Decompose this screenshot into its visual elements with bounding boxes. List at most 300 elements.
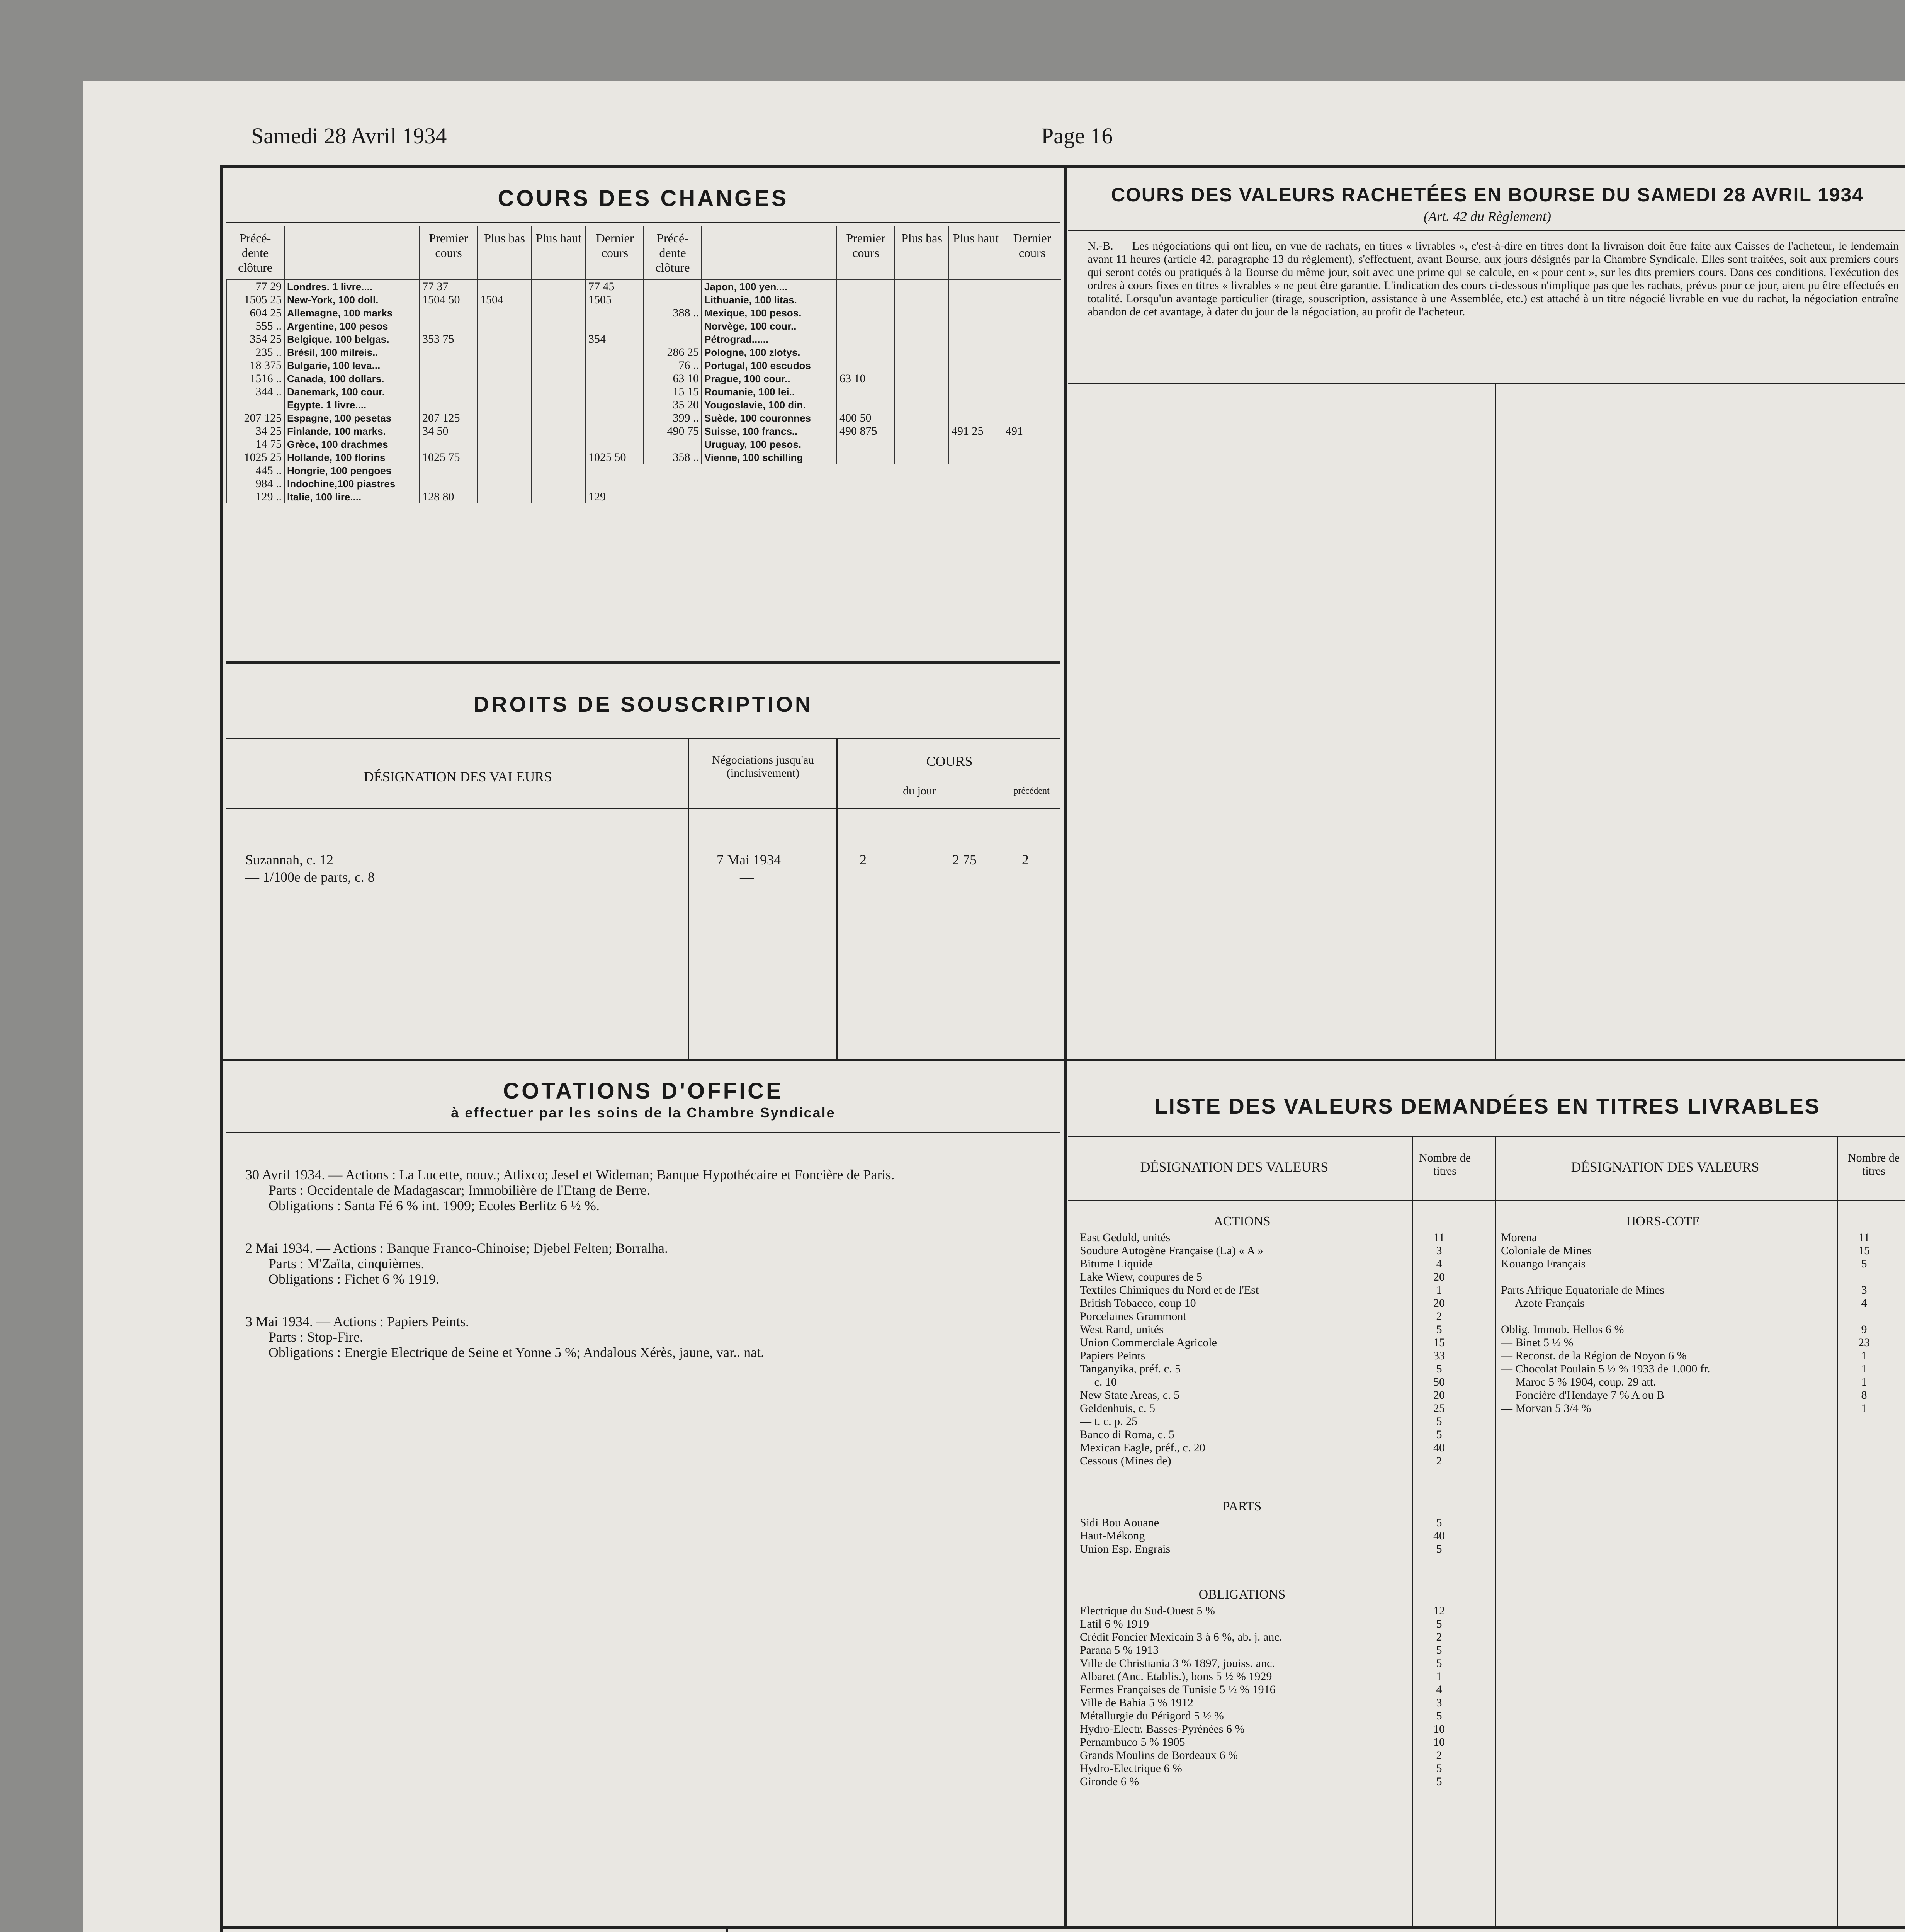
droits-row-1-jour-last: 2 75 — [952, 852, 977, 867]
list-item-name: Métallurgie du Périgord 5 ½ % — [1080, 1709, 1224, 1722]
list-item-name: Gironde 6 % — [1080, 1775, 1139, 1788]
currency-cell: Bulgarie, 100 leva... — [284, 359, 420, 372]
dernier-cell — [1003, 398, 1061, 412]
haut-cell — [949, 280, 1003, 293]
premier-cell — [837, 359, 895, 372]
dernier-cell: 77 45 — [586, 280, 644, 293]
bas-cell — [895, 306, 949, 320]
list-item — [1080, 1349, 1489, 1362]
dernier-cell — [586, 306, 644, 320]
premier-cell: 34 50 — [420, 425, 478, 438]
droits-col-designation: DÉSIGNATION DES VALEURS — [364, 769, 552, 784]
list-item-count: 3 — [1436, 1244, 1442, 1257]
livrables-left-list — [1080, 1209, 1489, 1815]
cotation-oblig: Obligations : Fichet 6 % 1919. — [269, 1271, 439, 1287]
table-row — [226, 438, 644, 451]
premier-cell — [420, 320, 478, 333]
list-item-count: 2 — [1436, 1454, 1442, 1467]
list-item-count: 40 — [1433, 1441, 1445, 1454]
list-item-name: Electrique du Sud-Ouest 5 % — [1080, 1604, 1215, 1617]
list-item-count: 20 — [1433, 1389, 1445, 1401]
list-item — [1501, 1349, 1903, 1362]
premier-cell — [420, 464, 478, 477]
list-item — [1080, 1441, 1489, 1454]
prev-cell: 555 .. — [226, 320, 284, 333]
currency-cell: Roumanie, 100 lei.. — [702, 385, 837, 398]
cotation-actions: Banque Franco-Chinoise; Djebel Felten; Borralha. — [387, 1240, 668, 1256]
prev-cell: 14 75 — [226, 438, 284, 451]
list-item-name: Haut-Mékong — [1080, 1529, 1145, 1542]
list-item-name: Soudure Autogène Française (La) « A » — [1080, 1244, 1263, 1257]
list-item-name: — c. 10 — [1080, 1376, 1117, 1388]
table-row — [226, 320, 644, 333]
table-row — [644, 398, 1061, 412]
dernier-cell — [1003, 333, 1061, 346]
currency-cell: Indochine,100 piastres — [284, 477, 420, 490]
premier-cell — [837, 293, 895, 306]
haut-cell — [949, 398, 1003, 412]
list-item-name: Lake Wiew, coupures de 5 — [1080, 1270, 1203, 1283]
droits-col-cours: COURS — [926, 753, 973, 769]
list-item-count: 5 — [1436, 1428, 1442, 1441]
list-item-count: 5 — [1436, 1762, 1442, 1775]
haut-cell — [532, 333, 586, 346]
prev-cell: 388 .. — [644, 306, 702, 320]
table-row — [226, 280, 644, 293]
mid-rule-2 — [220, 1926, 1905, 1929]
haut-cell — [949, 385, 1003, 398]
livrables-section-label: OBLIGATIONS — [1198, 1587, 1286, 1602]
list-item — [1080, 1231, 1489, 1244]
list-item-count: 15 — [1858, 1244, 1870, 1257]
list-item-count: 5 — [1436, 1543, 1442, 1555]
bas-cell — [478, 359, 532, 372]
premier-cell: 490 875 — [837, 425, 895, 438]
droits-col-du-jour: du jour — [903, 784, 936, 797]
premier-cell — [837, 306, 895, 320]
list-item — [1080, 1336, 1489, 1349]
page-number: Page 16 — [1041, 123, 1113, 148]
list-item-name: Ville de Bahia 5 % 1912 — [1080, 1696, 1193, 1709]
currency-cell: Norvège, 100 cour.. — [702, 320, 837, 333]
cotation-actions-line — [245, 1240, 1053, 1256]
prev-cell: 129 .. — [226, 490, 284, 503]
list-item-count: 11 — [1858, 1231, 1870, 1244]
bas-cell — [478, 280, 532, 293]
dernier-cell — [1003, 412, 1061, 425]
list-item-name: Parana 5 % 1913 — [1080, 1644, 1159, 1656]
list-item — [1080, 1257, 1489, 1270]
prev-cell: 445 .. — [226, 464, 284, 477]
prev-cell: 984 .. — [226, 477, 284, 490]
livrables-section-label: HORS-COTE — [1626, 1214, 1700, 1228]
prev-cell: 1516 .. — [226, 372, 284, 385]
list-item — [1080, 1749, 1489, 1762]
bas-cell — [478, 333, 532, 346]
list-item — [1080, 1297, 1489, 1310]
list-item-name: Cessous (Mines de) — [1080, 1454, 1171, 1467]
list-item — [1080, 1657, 1489, 1670]
prev-cell: 18 375 — [226, 359, 284, 372]
list-item — [1080, 1415, 1489, 1428]
haut-cell — [532, 372, 586, 385]
section-gap — [1501, 1415, 1903, 1442]
list-item-name: Hydro-Electrique 6 % — [1080, 1762, 1182, 1775]
haut-cell — [532, 438, 586, 451]
list-item-count: 50 — [1433, 1376, 1445, 1388]
dernier-cell: 129 — [586, 490, 644, 503]
table-row — [226, 490, 644, 503]
list-item-name: Latil 6 % 1919 — [1080, 1617, 1149, 1630]
col-premier: Premier cours — [837, 226, 895, 280]
haut-cell — [532, 464, 586, 477]
prev-cell: 15 15 — [644, 385, 702, 398]
cotation-parts: Parts : Stop-Fire. — [269, 1329, 364, 1345]
cotation-lead: 3 Mai 1934. — Actions : — [245, 1314, 387, 1329]
table-row — [226, 464, 644, 477]
list-item-count: 5 — [1436, 1775, 1442, 1788]
list-item-name: — Chocolat Poulain 5 ½ % 1933 de 1.000 fr. — [1501, 1362, 1710, 1375]
cotation-oblig: Obligations : Energie Electrique de Seine et Yonne 5 %; Andalous Xérès, jaune, var.. nat. — [269, 1345, 765, 1360]
livrables-col-nombre-left: Nombre de titres — [1419, 1151, 1471, 1177]
bas-cell — [895, 346, 949, 359]
mid-rule-1 — [220, 1059, 1905, 1061]
changes-title: COURS DES CHANGES — [498, 186, 789, 211]
list-item-name: Geldenhuis, c. 5 — [1080, 1402, 1155, 1415]
premier-cell — [837, 320, 895, 333]
cotations-rule — [226, 1132, 1060, 1133]
list-item-name: Crédit Foncier Mexicain 3 à 6 %, ab. j. anc. — [1080, 1631, 1283, 1643]
currency-cell: Hongrie, 100 pengoes — [284, 464, 420, 477]
prev-cell — [644, 438, 702, 451]
list-item-name: West Rand, unités — [1080, 1323, 1164, 1336]
currency-cell: New-York, 100 doll. — [284, 293, 420, 306]
table-row — [226, 346, 644, 359]
premier-cell: 128 80 — [420, 490, 478, 503]
table-row — [644, 425, 1061, 438]
dernier-cell — [586, 359, 644, 372]
currency-cell: Suisse, 100 francs.. — [702, 425, 837, 438]
cotation-block — [245, 1314, 1053, 1360]
haut-cell — [949, 320, 1003, 333]
dernier-cell — [1003, 451, 1061, 464]
bas-cell — [478, 398, 532, 412]
rachetees-title: COURS DES VALEURS RACHETÉES EN BOURSE DU SAMEDI 28 AVRIL 1934 — [1111, 184, 1864, 206]
haut-cell: 491 25 — [949, 425, 1003, 438]
cotation-actions: La Lucette, nouv.; Atlixco; Jesel et Wideman; Banque Hypothécaire et Foncière de Paris. — [399, 1167, 895, 1182]
currency-cell: Espagne, 100 pesetas — [284, 412, 420, 425]
list-item — [1501, 1310, 1903, 1323]
list-item-count: 2 — [1436, 1631, 1442, 1643]
haut-cell — [532, 477, 586, 490]
col-name — [702, 226, 837, 280]
dernier-cell — [1003, 385, 1061, 398]
list-item-count: 1 — [1436, 1284, 1442, 1296]
bas-cell — [895, 385, 949, 398]
currency-cell: Allemagne, 100 marks — [284, 306, 420, 320]
dernier-cell — [586, 385, 644, 398]
dernier-cell — [586, 464, 644, 477]
list-item — [1080, 1736, 1489, 1749]
list-item — [1501, 1244, 1903, 1257]
haut-cell — [532, 359, 586, 372]
premier-cell — [420, 346, 478, 359]
prev-cell: 399 .. — [644, 412, 702, 425]
cotation-block — [245, 1167, 1053, 1213]
list-item — [1080, 1389, 1489, 1402]
list-item — [1080, 1775, 1489, 1788]
droits-row-1-jour-first: 2 — [860, 852, 867, 867]
premier-cell — [420, 477, 478, 490]
droits-col-negociations: Négociations jusqu'au (inclusivement) — [712, 753, 814, 779]
haut-cell — [532, 320, 586, 333]
livrables-col-designation-right: DÉSIGNATION DES VALEURS — [1571, 1159, 1759, 1175]
list-item — [1080, 1362, 1489, 1376]
rachetees-col-sep — [1495, 383, 1496, 1059]
haut-cell — [532, 306, 586, 320]
table-row — [644, 451, 1061, 464]
bas-cell — [895, 372, 949, 385]
changes-title-rule — [226, 222, 1060, 223]
currency-cell: Canada, 100 dollars. — [284, 372, 420, 385]
list-item-name: Union Commerciale Agricole — [1080, 1336, 1217, 1349]
bas-cell — [895, 280, 949, 293]
bas-cell — [478, 346, 532, 359]
table-row — [644, 306, 1061, 320]
col-name — [284, 226, 420, 280]
droits-row-2-name: — 1/100e de parts, c. 8 — [245, 869, 375, 885]
list-item — [1080, 1428, 1489, 1441]
list-item — [1501, 1323, 1903, 1336]
haut-cell — [532, 280, 586, 293]
premier-cell: 400 50 — [837, 412, 895, 425]
newspaper-page — [83, 81, 1905, 1932]
list-item — [1080, 1696, 1489, 1709]
list-item-name: Ville de Christiania 3 % 1897, jouiss. anc. — [1080, 1657, 1275, 1670]
premier-cell: 77 37 — [420, 280, 478, 293]
premier-cell: 1504 50 — [420, 293, 478, 306]
livrables-col-designation-left: DÉSIGNATION DES VALEURS — [1140, 1159, 1329, 1175]
cotations-body — [245, 1167, 1053, 1387]
list-item-count: 12 — [1433, 1604, 1445, 1617]
droits-title: DROITS DE SOUSCRIPTION — [473, 692, 813, 716]
cotation-parts: Parts : M'Zaïta, cinquièmes. — [269, 1256, 425, 1271]
haut-cell — [949, 451, 1003, 464]
dernier-cell — [1003, 293, 1061, 306]
currency-cell: Vienne, 100 schilling — [702, 451, 837, 464]
cotation-actions-line — [245, 1314, 1053, 1329]
list-item — [1080, 1402, 1489, 1415]
livrables-section-label: PARTS — [1222, 1499, 1262, 1514]
list-item-name: Albaret (Anc. Etablis.), bons 5 ½ % 1929 — [1080, 1670, 1272, 1683]
col-premier: Premier cours — [420, 226, 478, 280]
table-row — [226, 333, 644, 346]
cotation-oblig: Obligations : Santa Fé 6 % int. 1909; Ecoles Berlitz 6 ½ %. — [269, 1198, 600, 1213]
list-item-count: 11 — [1433, 1231, 1445, 1244]
list-item — [1080, 1644, 1489, 1657]
currency-cell: Japon, 100 yen.... — [702, 280, 837, 293]
list-item-count: 1 — [1436, 1670, 1442, 1683]
haut-cell — [532, 293, 586, 306]
cotation-parts: Parts : Occidentale de Madagascar; Immobilière de l'Etang de Berre. — [269, 1182, 651, 1198]
bas-cell — [895, 320, 949, 333]
currency-cell: Suède, 100 couronnes — [702, 412, 837, 425]
currency-cell: Mexique, 100 pesos. — [702, 306, 837, 320]
list-item-name: Bitume Liquide — [1080, 1257, 1153, 1270]
dernier-cell — [586, 425, 644, 438]
list-item — [1080, 1604, 1489, 1617]
droits-sep-2 — [836, 738, 838, 1059]
droits-header-rule — [226, 808, 1060, 809]
droits-row-1-date: 7 Mai 1934 — [717, 852, 781, 867]
list-item-name: Coloniale de Mines — [1501, 1244, 1592, 1257]
haut-cell — [532, 346, 586, 359]
premier-cell — [837, 451, 895, 464]
currency-cell: Italie, 100 lire.... — [284, 490, 420, 503]
dernier-cell — [586, 398, 644, 412]
list-item — [1080, 1709, 1489, 1723]
left-rule — [220, 165, 223, 1932]
list-item-count: 20 — [1433, 1297, 1445, 1310]
currency-cell: Hollande, 100 florins — [284, 451, 420, 464]
premier-cell: 207 125 — [420, 412, 478, 425]
table-row — [644, 412, 1061, 425]
list-item-name: Oblig. Immob. Hellos 6 % — [1501, 1323, 1624, 1336]
currency-cell: Egypte. 1 livre.... — [284, 398, 420, 412]
table-row — [226, 359, 644, 372]
bas-cell — [478, 438, 532, 451]
list-item — [1080, 1529, 1489, 1543]
table-row — [644, 438, 1061, 451]
rachetees-rule — [1068, 230, 1905, 231]
list-item-name: Fermes Françaises de Tunisie 5 ½ % 1916 — [1080, 1683, 1276, 1696]
center-rule — [1064, 165, 1067, 1927]
list-item-name: Sidi Bou Aouane — [1080, 1516, 1159, 1529]
dernier-cell: 491 — [1003, 425, 1061, 438]
list-item-name: Textiles Chimiques du Nord et de l'Est — [1080, 1284, 1259, 1296]
dernier-cell — [1003, 346, 1061, 359]
haut-cell — [949, 359, 1003, 372]
prev-cell — [644, 280, 702, 293]
table-row — [226, 293, 644, 306]
list-item-count: 5 — [1436, 1617, 1442, 1630]
list-item — [1080, 1683, 1489, 1696]
list-item-name: — Binet 5 ½ % — [1501, 1336, 1574, 1349]
list-item — [1501, 1270, 1903, 1284]
dernier-cell — [1003, 372, 1061, 385]
bas-cell — [895, 438, 949, 451]
droits-sep-1 — [688, 738, 689, 1059]
prev-cell: 354 25 — [226, 333, 284, 346]
list-item-name: Papiers Peints — [1080, 1349, 1145, 1362]
cotations-subtitle: à effectuer par les soins de la Chambre Syndicale — [451, 1105, 836, 1121]
dernier-cell — [586, 477, 644, 490]
cotation-block — [245, 1240, 1053, 1287]
list-item-count: 5 — [1861, 1257, 1867, 1270]
premier-cell: 1025 75 — [420, 451, 478, 464]
haut-cell — [532, 425, 586, 438]
list-item-name: Porcelaines Grammont — [1080, 1310, 1186, 1323]
bas-cell — [478, 464, 532, 477]
list-item-count: 3 — [1436, 1696, 1442, 1709]
haut-cell — [532, 385, 586, 398]
list-item-count: 4 — [1436, 1683, 1442, 1696]
bas-cell — [895, 412, 949, 425]
list-item — [1501, 1362, 1903, 1376]
bas-cell — [478, 372, 532, 385]
bas-cell — [478, 477, 532, 490]
haut-cell — [949, 412, 1003, 425]
prev-cell: 35 20 — [644, 398, 702, 412]
haut-cell — [949, 306, 1003, 320]
list-item-name: Parts Afrique Equatoriale de Mines — [1501, 1284, 1665, 1296]
haut-cell — [949, 293, 1003, 306]
prev-cell — [644, 320, 702, 333]
livrables-section-label: ACTIONS — [1213, 1214, 1271, 1228]
livrables-title: LISTE DES VALEURS DEMANDÉES EN TITRES LIVRABLES — [1154, 1094, 1820, 1118]
currency-cell: Brésil, 100 milreis.. — [284, 346, 420, 359]
livrables-header-rule — [1068, 1200, 1905, 1201]
currency-cell: Yougoslavie, 100 din. — [702, 398, 837, 412]
premier-cell — [837, 398, 895, 412]
bas-cell — [895, 293, 949, 306]
cotation-actions-line — [245, 1167, 1053, 1182]
list-item — [1080, 1323, 1489, 1336]
list-item-count: 10 — [1433, 1723, 1445, 1735]
table-row — [226, 385, 644, 398]
list-item — [1501, 1376, 1903, 1389]
prev-cell: 344 .. — [226, 385, 284, 398]
page-date: Samedi 28 Avril 1934 — [251, 123, 447, 148]
list-item-count: 40 — [1433, 1529, 1445, 1542]
list-item — [1080, 1454, 1489, 1468]
currency-cell: Portugal, 100 escudos — [702, 359, 837, 372]
bas-cell — [895, 359, 949, 372]
livrables-sep-2 — [1495, 1136, 1496, 1926]
list-item — [1080, 1270, 1489, 1284]
dernier-cell — [1003, 306, 1061, 320]
table-row — [644, 320, 1061, 333]
list-item-count: 23 — [1858, 1336, 1870, 1349]
list-item-count: 5 — [1436, 1415, 1442, 1428]
section-gap — [1080, 1556, 1489, 1583]
premier-cell — [837, 333, 895, 346]
list-item — [1080, 1723, 1489, 1736]
prev-cell: 1025 25 — [226, 451, 284, 464]
prev-cell: 1505 25 — [226, 293, 284, 306]
list-item-count: 1 — [1861, 1349, 1867, 1362]
list-item-count: 2 — [1436, 1310, 1442, 1323]
list-item-name: Pernambuco 5 % 1905 — [1080, 1736, 1185, 1748]
bas-cell — [895, 451, 949, 464]
droits-row-1-prec: 2 — [1022, 852, 1029, 867]
list-item-name: Mexican Eagle, préf., c. 20 — [1080, 1441, 1205, 1454]
haut-cell — [532, 412, 586, 425]
list-item-name: British Tobacco, coup 10 — [1080, 1297, 1196, 1310]
list-item-count: 5 — [1436, 1644, 1442, 1656]
bas-cell — [895, 398, 949, 412]
premier-cell — [837, 280, 895, 293]
cotation-lead: 2 Mai 1934. — Actions : — [245, 1240, 387, 1256]
list-item-count: 2 — [1436, 1749, 1442, 1762]
dernier-cell — [586, 412, 644, 425]
bas-cell — [478, 412, 532, 425]
dernier-cell — [1003, 359, 1061, 372]
table-row — [226, 412, 644, 425]
premier-cell — [837, 438, 895, 451]
droits-row-2-date: — — [740, 869, 754, 885]
haut-cell — [949, 333, 1003, 346]
